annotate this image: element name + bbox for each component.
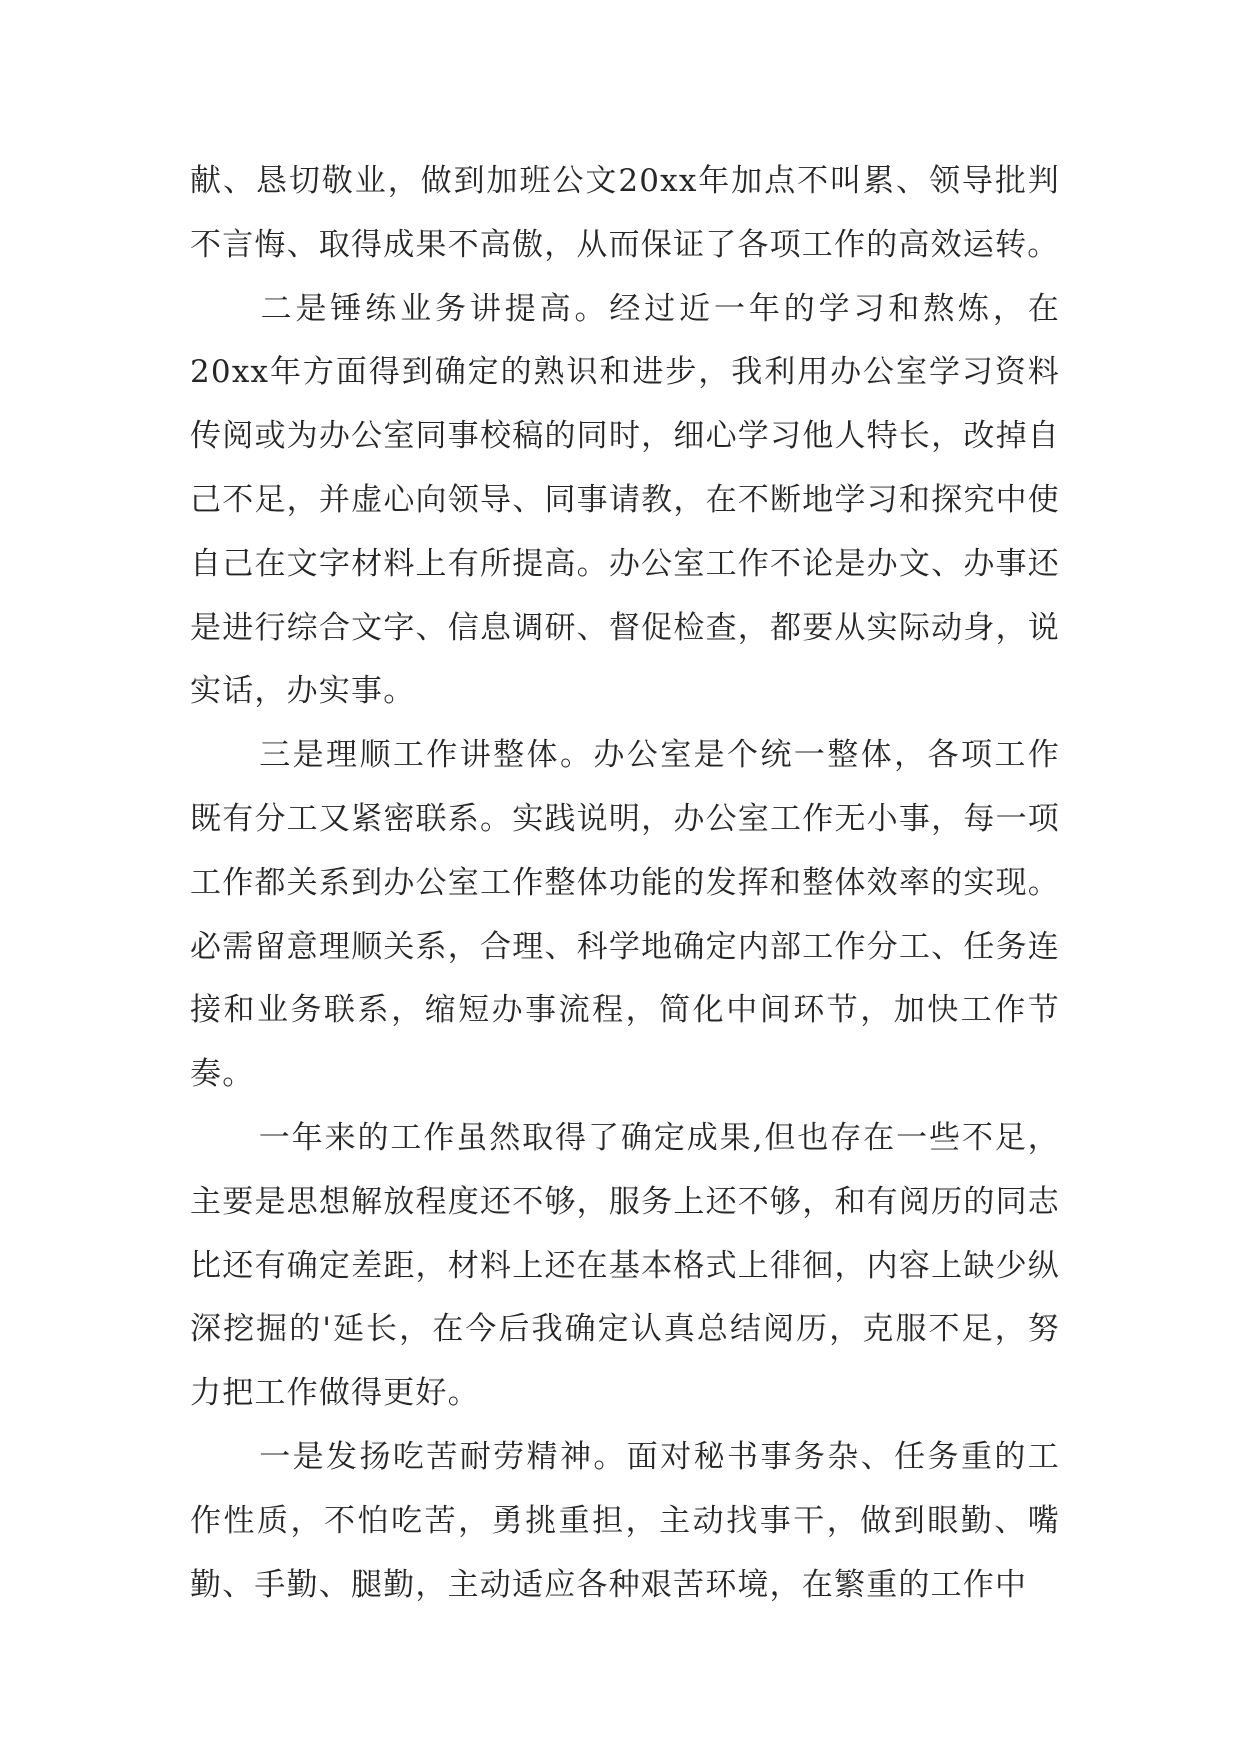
document-body [190, 150, 1060, 1617]
paragraph-2 [190, 278, 1060, 725]
paragraph-2-text: 二是锤练业务讲提高。经过近一年的学习和熬炼，在20xx年方面得到确定的熟识和进步，我利用办公室学习资料传阅或为办公室同事校稿的同时，细心学习他人特长，改掉自己不足，并虚心向领导、同事请教，在不断地学习和探究中使自己在文字材料上有所提高。办公室工作不论是办文、办事还是进行综合文字、信息调研、督促检查，都要从实际动身，说实话，办实事。 [190, 290, 1060, 710]
paragraph-4 [190, 1107, 1060, 1426]
paragraph-1-text: 献、恳切敬业，做到加班公文20xx年加点不叫累、领导批判不言悔、取得成果不高傲，从而保证了各项工作的高效运转。 [190, 163, 1060, 263]
paragraph-5 [190, 1426, 1060, 1617]
paragraph-3 [190, 724, 1060, 1107]
paragraph-1 [190, 150, 1060, 278]
paragraph-3-text: 三是理顺工作讲整体。办公室是个统一整体，各项工作既有分工又紧密联系。实践说明，办公室工作无小事，每一项工作都关系到办公室工作整体功能的发挥和整体效率的实现。必需留意理顺关系，合理、科学地确定内部工作分工、任务连接和业务联系，缩短办事流程，简化中间环节，加快工作节奏。 [190, 737, 1060, 1093]
paragraph-5-text: 一是发扬吃苦耐劳精神。面对秘书事务杂、任务重的工作性质，不怕吃苦，勇挑重担，主动找事干，做到眼勤、嘴勤、手勤、腿勤，主动适应各种艰苦环境，在繁重的工作中 [190, 1438, 1060, 1603]
paragraph-4-text: 一年来的工作虽然取得了确定成果,但也存在一些不足，主要是思想解放程度还不够，服务上还不够，和有阅历的同志比还有确定差距，材料上还在基本格式上徘徊，内容上缺少纵深挖掘的'延长，在今后我确定认真总结阅历，克服不足，努力把工作做得更好。 [190, 1119, 1060, 1412]
